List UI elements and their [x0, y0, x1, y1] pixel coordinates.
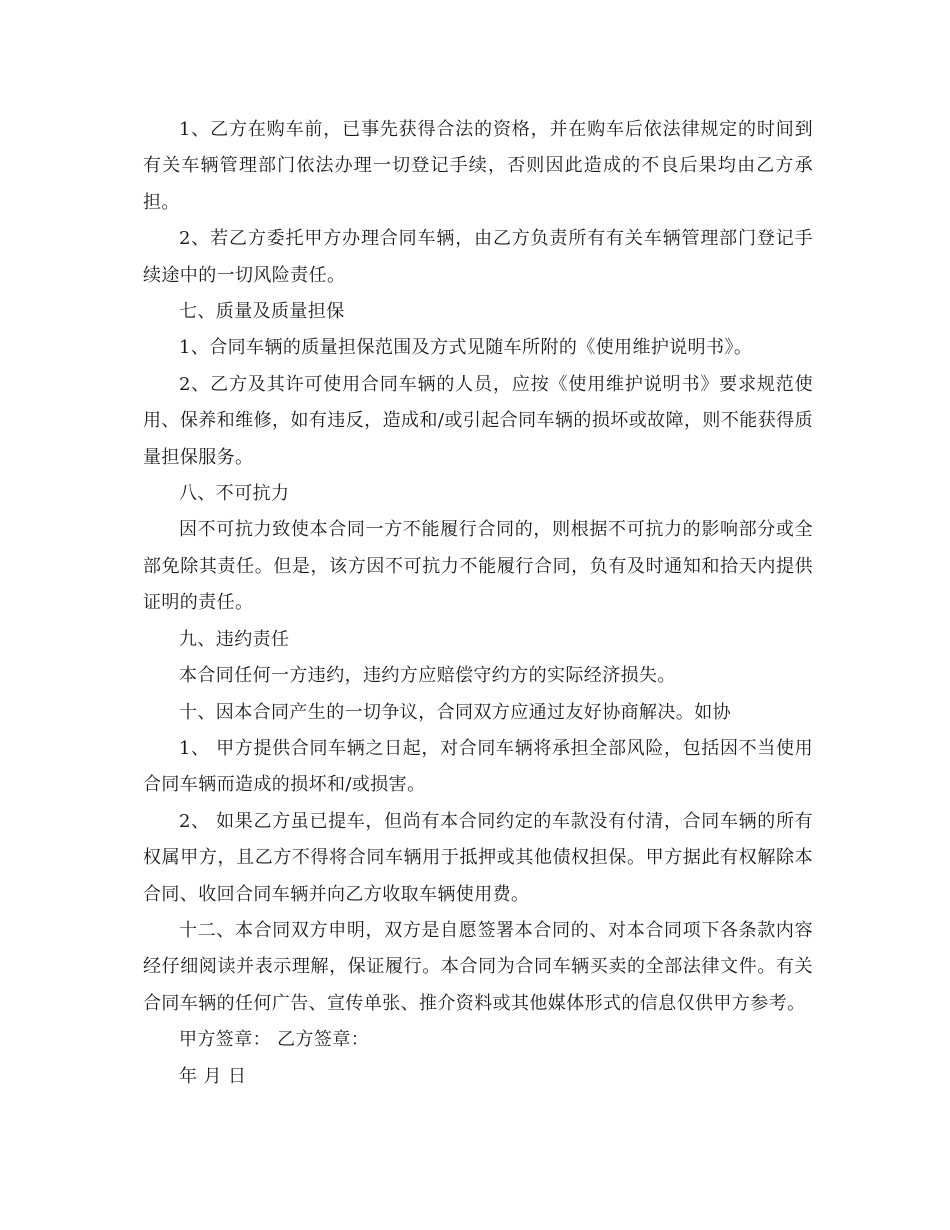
date-line: 年 月 日	[179, 1065, 247, 1087]
section-heading-quality: 七、质量及质量担保	[179, 301, 345, 323]
section-heading-force-majeure: 八、不可抗力	[179, 483, 290, 505]
clause-quality-scope: 1、合同车辆的质量担保范围及方式见随车所附的《使用维护说明书》。	[179, 337, 753, 359]
section-heading-disputes: 十、因本合同产生的一切争议，合同双方应通过友好协商解决。如协	[179, 701, 731, 723]
clause-declaration: 十二、本合同双方申明，双方是自愿签署本合同的、对本合同项下各条款内容经仔细阅读并表示理解，保证履行。本合同为合同车辆买卖的全部法律文件。有关合同车辆的任何广告、宣传单张、推介资料或其他媒体形式的信息仅供甲方参考。	[143, 919, 813, 1014]
clause-quality-usage: 2、乙方及其许可使用合同车辆的人员，应按《使用维护说明书》要求规范使用、保养和维修，如有违反，造成和/或引起合同车辆的损坏或故障，则不能获得质量担保服务。	[143, 373, 813, 468]
clause-ownership: 2、 如果乙方虽已提车，但尚有本合同约定的车款没有付清，合同车辆的所有权属甲方，且乙方不得将合同车辆用于抵押或其他债权担保。甲方据此有权解除本合同、收回合同车辆并向乙方收取车辆使用费。	[143, 810, 813, 905]
clause-2-entrusted-handling: 2、若乙方委托甲方办理合同车辆，由乙方负责所有有关车辆管理部门登记手续途中的一切风险责任。	[143, 228, 813, 286]
clause-breach: 本合同任何一方违约，违约方应赔偿守约方的实际经济损失。	[179, 665, 676, 687]
section-heading-breach: 九、违约责任	[179, 628, 290, 650]
signature-line: 甲方签章： 乙方签章：	[179, 1029, 370, 1051]
clause-1-registration: 1、乙方在购车前，已事先获得合法的资格，并在购车后依法律规定的时间到有关车辆管理部门依法办理一切登记手续，否则因此造成的不良后果均由乙方承担。	[143, 119, 813, 213]
clause-risk-transfer: 1、 甲方提供合同车辆之日起，对合同车辆将承担全部风险，包括因不当使用合同车辆而造成的损坏和/或损害。	[143, 737, 813, 796]
contract-body	[143, 112, 813, 1095]
clause-force-majeure: 因不可抗力致使本合同一方不能履行合同的，则根据不可抗力的影响部分或全部免除其责任。但是，该方因不可抗力不能履行合同，负有及时通知和拾天内提供证明的责任。	[143, 519, 813, 614]
